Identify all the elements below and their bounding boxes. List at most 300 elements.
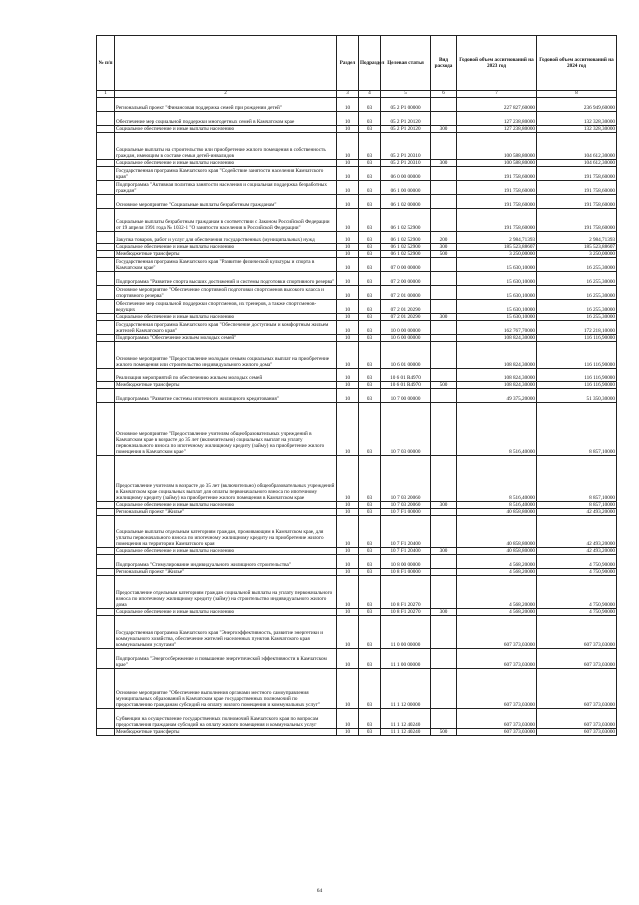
row-razdel-cell: 10 [337, 516, 359, 548]
row-podrazdel-cell: 03 [359, 569, 381, 576]
row-name-cell: Подпрограмма "Энергосбережение и повышение энергетической эффективности в Камчатском крае" [115, 649, 337, 669]
row-expense-type-cell [431, 403, 457, 456]
row-index-cell [97, 126, 115, 133]
row-amount-2023-cell: 191 758,60000 [457, 181, 537, 195]
row-expense-type-cell [431, 321, 457, 335]
row-index-cell [97, 548, 115, 555]
row-name-cell: Социальные выплаты безработным гражданам в соответствии с Законом Российской Федерации от 19 апреля 1991 года № 1032-1 "О занятости населения в Российской Федерации" [115, 209, 337, 232]
row-amount-2023-cell: 108 824,30000 [457, 382, 537, 389]
row-target-article-cell: 10 7 F1 20400 [381, 548, 431, 555]
row-expense-type-cell: 300 [431, 126, 457, 133]
row-amount-2024-cell: 3 250,00000 [537, 251, 617, 258]
row-amount-2024-cell: 191 758,60000 [537, 209, 617, 232]
row-amount-2023-cell: 15 630,10000 [457, 272, 537, 286]
table-row [97, 389, 617, 403]
row-target-article-cell: 05 2 P1 20310 [381, 133, 431, 160]
row-index-cell [97, 382, 115, 389]
row-expense-type-cell [431, 569, 457, 576]
row-amount-2024-cell: 16 255,30000 [537, 300, 617, 314]
row-amount-2024-cell: 8 857,10000 [537, 456, 617, 502]
header-index: № п/п [97, 36, 115, 91]
row-razdel-cell: 10 [337, 569, 359, 576]
row-amount-2024-cell: 2 984,71393 [537, 232, 617, 244]
table-row [97, 98, 617, 112]
row-expense-type-cell: 200 [431, 232, 457, 244]
table-row [97, 555, 617, 569]
row-amount-2024-cell: 185 523,88607 [537, 244, 617, 251]
row-target-article-cell: 11 0 00 00000 [381, 616, 431, 649]
row-podrazdel-cell: 03 [359, 729, 381, 736]
row-razdel-cell: 10 [337, 369, 359, 382]
row-expense-type-cell [431, 195, 457, 209]
row-razdel-cell: 10 [337, 160, 359, 167]
row-target-article-cell: 06 1 00 00000 [381, 181, 431, 195]
row-name-cell: Социальное обеспечение и иные выплаты населению [115, 160, 337, 167]
row-amount-2023-cell: 607 373,03000 [457, 709, 537, 729]
row-expense-type-cell [431, 709, 457, 729]
row-razdel-cell: 10 [337, 251, 359, 258]
table-row [97, 181, 617, 195]
row-name-cell: Основное мероприятие "Обеспечение выполнения органами местного самоуправления муниципальных образований в Камчатском крае государственных полномочий по предоставлению гражданам субсидий на оплату жилого помещения и коммунальных услуг" [115, 669, 337, 709]
row-index-cell [97, 232, 115, 244]
row-amount-2023-cell: 191 758,60000 [457, 195, 537, 209]
row-index-cell [97, 569, 115, 576]
row-index-cell [97, 335, 115, 342]
row-target-article-cell: 10 6 01 00000 [381, 342, 431, 369]
table-row [97, 456, 617, 502]
row-index-cell [97, 98, 115, 112]
header-year-2024: Годовой объем ассигнований на 2024 год [537, 36, 617, 91]
table-row [97, 616, 617, 649]
row-target-article-cell: 11 1 12 40240 [381, 729, 431, 736]
row-amount-2023-cell: 607 373,03000 [457, 616, 537, 649]
row-amount-2024-cell: 607 373,03000 [537, 649, 617, 669]
row-name-cell: Обеспечение мер социальной поддержки многодетных семей в Камчатском крае [115, 112, 337, 126]
row-target-article-cell: 10 7 00 00000 [381, 389, 431, 403]
row-podrazdel-cell: 03 [359, 244, 381, 251]
row-amount-2024-cell: 172 218,10000 [537, 321, 617, 335]
row-target-article-cell: 10 7 03 20060 [381, 456, 431, 502]
row-index-cell [97, 516, 115, 548]
row-amount-2023-cell: 162 767,70000 [457, 321, 537, 335]
row-amount-2023-cell: 15 630,10000 [457, 300, 537, 314]
header-target-article: Целевая статья [381, 36, 431, 91]
table-row [97, 569, 617, 576]
row-razdel-cell: 10 [337, 314, 359, 321]
row-podrazdel-cell: 03 [359, 649, 381, 669]
row-target-article-cell: 05 2 P1 00000 [381, 98, 431, 112]
row-index-cell [97, 133, 115, 160]
column-number: 6 [431, 91, 457, 98]
table-header-row [97, 36, 617, 91]
row-index-cell [97, 369, 115, 382]
row-target-article-cell: 06 1 02 00000 [381, 195, 431, 209]
table-row [97, 403, 617, 456]
row-podrazdel-cell: 03 [359, 181, 381, 195]
row-expense-type-cell: 300 [431, 244, 457, 251]
row-amount-2023-cell: 108 824,30000 [457, 369, 537, 382]
table-row [97, 258, 617, 272]
table-row [97, 112, 617, 126]
row-expense-type-cell [431, 181, 457, 195]
header-year-2023: Годовой объем ассигнований на 2023 год [457, 36, 537, 91]
row-name-cell: Межбюджетные трансферты [115, 382, 337, 389]
row-podrazdel-cell: 03 [359, 509, 381, 516]
row-expense-type-cell [431, 209, 457, 232]
row-amount-2024-cell: 16 255,30000 [537, 272, 617, 286]
row-amount-2023-cell: 15 630,10000 [457, 286, 537, 300]
row-amount-2023-cell: 4 568,20000 [457, 555, 537, 569]
row-name-cell: Социальное обеспечение и иные выплаты населению [115, 126, 337, 133]
row-target-article-cell: 10 7 F1 00000 [381, 509, 431, 516]
table-row [97, 286, 617, 300]
row-razdel-cell: 10 [337, 729, 359, 736]
row-index-cell [97, 181, 115, 195]
table-row [97, 321, 617, 335]
row-target-article-cell: 05 2 P1 20310 [381, 160, 431, 167]
row-amount-2024-cell: 116 116,90000 [537, 369, 617, 382]
row-index-cell [97, 314, 115, 321]
row-index-cell [97, 209, 115, 232]
row-amount-2024-cell: 8 857,10000 [537, 502, 617, 509]
row-name-cell: Межбюджетные трансферты [115, 251, 337, 258]
row-index-cell [97, 389, 115, 403]
row-podrazdel-cell: 03 [359, 98, 381, 112]
row-expense-type-cell [431, 98, 457, 112]
row-target-article-cell: 07 2 01 20290 [381, 300, 431, 314]
row-amount-2023-cell: 108 824,30000 [457, 342, 537, 369]
row-amount-2023-cell: 15 630,10000 [457, 314, 537, 321]
row-target-article-cell: 07 2 00 00000 [381, 272, 431, 286]
row-amount-2023-cell: 8 516,40000 [457, 403, 537, 456]
row-name-cell: Закупка товаров, работ и услуг для обеспечения государственных (муниципальных) нужд [115, 232, 337, 244]
row-amount-2023-cell: 8 516,40000 [457, 456, 537, 502]
row-razdel-cell: 10 [337, 335, 359, 342]
row-amount-2024-cell: 104 612,30000 [537, 160, 617, 167]
table-row [97, 649, 617, 669]
row-expense-type-cell [431, 258, 457, 272]
row-expense-type-cell [431, 369, 457, 382]
row-target-article-cell: 11 1 00 00000 [381, 649, 431, 669]
row-razdel-cell: 10 [337, 258, 359, 272]
column-number: 3 [337, 91, 359, 98]
row-podrazdel-cell: 03 [359, 251, 381, 258]
row-amount-2023-cell: 191 758,60000 [457, 167, 537, 181]
row-podrazdel-cell: 03 [359, 576, 381, 609]
row-name-cell: Социальные выплаты отдельным категориям граждан, проживающим в Камчатском крае, для уплаты первоначального взноса по ипотечному жилищному кредиту на приобретение жилого помещения на территории Камчатского края [115, 516, 337, 548]
row-name-cell: Подпрограмма "Активная политика занятости населения и социальная поддержка безработных граждан" [115, 181, 337, 195]
row-podrazdel-cell: 03 [359, 456, 381, 502]
row-expense-type-cell: 500 [431, 729, 457, 736]
table-row [97, 160, 617, 167]
row-amount-2023-cell: 4 568,20000 [457, 569, 537, 576]
row-amount-2023-cell: 108 824,30000 [457, 335, 537, 342]
row-amount-2024-cell: 16 255,30000 [537, 314, 617, 321]
row-razdel-cell: 10 [337, 649, 359, 669]
row-podrazdel-cell: 03 [359, 335, 381, 342]
row-expense-type-cell [431, 133, 457, 160]
row-name-cell: Основное мероприятие "Предоставление учителям общеобразовательных учреждений в Камчатском крае в возрасте до 35 лет (включительно) социальных выплат на уплату первоначального взноса по ипотечному жилищному кредиту (займу) на приобретение жилого помещения в Камчатском крае" [115, 403, 337, 456]
row-razdel-cell: 10 [337, 300, 359, 314]
row-target-article-cell: 10 7 03 00000 [381, 403, 431, 456]
budget-table [96, 35, 617, 736]
row-target-article-cell: 06 1 02 52900 [381, 244, 431, 251]
row-expense-type-cell: 300 [431, 609, 457, 616]
row-amount-2023-cell: 227 827,60000 [457, 98, 537, 112]
row-razdel-cell: 10 [337, 616, 359, 649]
row-amount-2024-cell: 132 328,30000 [537, 112, 617, 126]
row-target-article-cell: 10 6 00 00000 [381, 335, 431, 342]
row-target-article-cell: 11 1 12 00000 [381, 669, 431, 709]
row-amount-2024-cell: 116 116,90000 [537, 382, 617, 389]
row-index-cell [97, 112, 115, 126]
row-amount-2024-cell: 42 493,20000 [537, 509, 617, 516]
row-podrazdel-cell: 03 [359, 300, 381, 314]
row-podrazdel-cell: 03 [359, 403, 381, 456]
row-razdel-cell: 10 [337, 709, 359, 729]
table-row [97, 382, 617, 389]
row-razdel-cell: 10 [337, 195, 359, 209]
row-index-cell [97, 160, 115, 167]
table-row [97, 244, 617, 251]
row-target-article-cell: 11 1 12 40240 [381, 709, 431, 729]
row-expense-type-cell [431, 335, 457, 342]
row-podrazdel-cell: 03 [359, 286, 381, 300]
row-amount-2023-cell: 40 858,80000 [457, 516, 537, 548]
row-amount-2023-cell: 607 373,03000 [457, 649, 537, 669]
row-index-cell [97, 669, 115, 709]
row-expense-type-cell [431, 389, 457, 403]
row-index-cell [97, 649, 115, 669]
row-amount-2023-cell: 100 588,80000 [457, 133, 537, 160]
table-row [97, 669, 617, 709]
row-podrazdel-cell: 03 [359, 555, 381, 569]
page-number: 64 [316, 888, 323, 894]
table-row [97, 167, 617, 181]
row-expense-type-cell [431, 649, 457, 669]
row-amount-2024-cell: 104 612,30000 [537, 133, 617, 160]
row-amount-2024-cell: 4 750,90000 [537, 569, 617, 576]
row-target-article-cell: 07 0 00 00000 [381, 258, 431, 272]
row-index-cell [97, 300, 115, 314]
row-amount-2024-cell: 116 116,90000 [537, 342, 617, 369]
row-target-article-cell: 10 0 00 00000 [381, 321, 431, 335]
row-name-cell: Социальное обеспечение и иные выплаты населению [115, 609, 337, 616]
table-row [97, 314, 617, 321]
header-podrazdel: Подраздел [359, 36, 381, 91]
table-row [97, 209, 617, 232]
row-target-article-cell: 06 1 02 52900 [381, 209, 431, 232]
row-razdel-cell: 10 [337, 209, 359, 232]
row-podrazdel-cell: 03 [359, 209, 381, 232]
row-expense-type-cell [431, 616, 457, 649]
row-index-cell [97, 195, 115, 209]
row-podrazdel-cell: 03 [359, 167, 381, 181]
row-index-cell [97, 272, 115, 286]
column-number: 2 [115, 91, 337, 98]
row-amount-2023-cell: 607 373,03000 [457, 729, 537, 736]
row-name-cell: Государственная программа Камчатского края "Обеспечение доступным и комфортным жильем жителей Камчатского края" [115, 321, 337, 335]
table-row [97, 251, 617, 258]
row-amount-2023-cell: 15 630,10000 [457, 258, 537, 272]
row-podrazdel-cell: 03 [359, 342, 381, 369]
row-podrazdel-cell: 03 [359, 616, 381, 649]
row-index-cell [97, 609, 115, 616]
row-expense-type-cell [431, 669, 457, 709]
table-row [97, 342, 617, 369]
row-amount-2024-cell: 191 758,60000 [537, 195, 617, 209]
row-razdel-cell: 10 [337, 126, 359, 133]
row-razdel-cell: 10 [337, 342, 359, 369]
row-amount-2023-cell: 8 516,40000 [457, 502, 537, 509]
row-index-cell [97, 321, 115, 335]
row-name-cell: Социальное обеспечение и иные выплаты населению [115, 502, 337, 509]
row-podrazdel-cell: 03 [359, 126, 381, 133]
row-name-cell: Субвенции на осуществление государственных полномочий Камчатского края по вопросам предоставления гражданам субсидий на оплату жилого помещения и коммунальных услуг [115, 709, 337, 729]
row-index-cell [97, 251, 115, 258]
row-razdel-cell: 10 [337, 555, 359, 569]
table-row [97, 516, 617, 548]
row-podrazdel-cell: 03 [359, 258, 381, 272]
document-page [96, 35, 616, 736]
row-amount-2024-cell: 4 750,90000 [537, 576, 617, 609]
row-index-cell [97, 342, 115, 369]
row-name-cell: Предоставление учителям в возрасте до 35 лет (включительно) общеобразовательных учреждений в Камчатском крае социальных выплат для оплаты первоначального взноса по ипотечному жилищному кредиту (займу) на приобретение жилого помещения в Камчатском крае [115, 456, 337, 502]
row-index-cell [97, 456, 115, 502]
row-name-cell: Реализация мероприятий по обеспечению жильем молодых семей [115, 369, 337, 382]
row-amount-2024-cell: 116 116,90000 [537, 335, 617, 342]
row-expense-type-cell [431, 167, 457, 181]
row-name-cell: Обеспечение мер социальной поддержки спортсменов, их тренеров, а также спортсменов-ведущих [115, 300, 337, 314]
row-target-article-cell: 06 1 02 52900 [381, 251, 431, 258]
table-row [97, 232, 617, 244]
row-name-cell: Основное мероприятие "Социальные выплаты безработным гражданам" [115, 195, 337, 209]
row-name-cell: Социальное обеспечение и иные выплаты населению [115, 548, 337, 555]
row-amount-2024-cell: 16 255,30000 [537, 258, 617, 272]
row-name-cell: Подпрограмма "Стимулирование индивидуального жилищного строительства" [115, 555, 337, 569]
row-target-article-cell: 10 6 01 R4970 [381, 382, 431, 389]
row-podrazdel-cell: 03 [359, 609, 381, 616]
row-razdel-cell: 10 [337, 181, 359, 195]
row-podrazdel-cell: 03 [359, 709, 381, 729]
row-index-cell [97, 167, 115, 181]
row-podrazdel-cell: 03 [359, 112, 381, 126]
row-podrazdel-cell: 03 [359, 389, 381, 403]
row-target-article-cell: 10 8 00 00000 [381, 555, 431, 569]
row-razdel-cell: 10 [337, 167, 359, 181]
row-amount-2023-cell: 191 758,60000 [457, 209, 537, 232]
column-number: 5 [381, 91, 431, 98]
row-podrazdel-cell: 03 [359, 669, 381, 709]
header-expense-type: Вид расхода [431, 36, 457, 91]
row-razdel-cell: 10 [337, 609, 359, 616]
row-amount-2024-cell: 42 493,20000 [537, 548, 617, 555]
row-target-article-cell: 10 8 F1 20270 [381, 609, 431, 616]
row-amount-2023-cell: 607 373,03000 [457, 669, 537, 709]
row-index-cell [97, 403, 115, 456]
row-target-article-cell: 10 8 F1 00000 [381, 569, 431, 576]
row-podrazdel-cell: 03 [359, 516, 381, 548]
row-podrazdel-cell: 03 [359, 133, 381, 160]
row-name-cell: Региональный проект "Жилье" [115, 569, 337, 576]
row-amount-2024-cell: 191 758,60000 [537, 181, 617, 195]
row-amount-2024-cell: 607 373,03000 [537, 616, 617, 649]
row-name-cell: Социальные выплаты на строительство или приобретение жилого помещения в собственность граждан, имеющим в составе семьи детей-инвалидов [115, 133, 337, 160]
row-expense-type-cell: 300 [431, 160, 457, 167]
table-row [97, 272, 617, 286]
row-target-article-cell: 06 1 02 52900 [381, 232, 431, 244]
row-amount-2024-cell: 132 328,30000 [537, 126, 617, 133]
row-name-cell: Основное мероприятие "Обеспечение спортивной подготовки спортсменов высокого класса и спортивного резерва" [115, 286, 337, 300]
table-row [97, 126, 617, 133]
row-name-cell: Подпрограмма "Развитие системы ипотечного жилищного кредитования" [115, 389, 337, 403]
row-name-cell: Социальное обеспечение и иные выплаты населению [115, 314, 337, 321]
row-index-cell [97, 258, 115, 272]
row-target-article-cell: 05 2 P1 20120 [381, 126, 431, 133]
row-name-cell: Государственная программа Камчатского края "Содействие занятости населения Камчатского края" [115, 167, 337, 181]
row-expense-type-cell: 500 [431, 382, 457, 389]
row-amount-2024-cell: 42 493,20000 [537, 516, 617, 548]
row-amount-2023-cell: 2 984,71393 [457, 232, 537, 244]
row-podrazdel-cell: 03 [359, 548, 381, 555]
row-expense-type-cell: 300 [431, 548, 457, 555]
row-amount-2024-cell: 4 750,90000 [537, 609, 617, 616]
row-razdel-cell: 10 [337, 669, 359, 709]
row-index-cell [97, 286, 115, 300]
row-name-cell: Подпрограмма "Развитие спорта высших достижений и системы подготовки спортивного резерва" [115, 272, 337, 286]
row-razdel-cell: 10 [337, 98, 359, 112]
row-amount-2023-cell: 185 523,88607 [457, 244, 537, 251]
row-target-article-cell: 07 2 01 00000 [381, 286, 431, 300]
row-amount-2023-cell: 127 238,80000 [457, 112, 537, 126]
row-index-cell [97, 616, 115, 649]
row-name-cell: Подпрограмма "Обеспечение жильем молодых семей" [115, 335, 337, 342]
row-razdel-cell: 10 [337, 321, 359, 335]
row-amount-2024-cell: 607 373,03000 [537, 709, 617, 729]
table-row [97, 509, 617, 516]
row-name-cell: Межбюджетные трансферты [115, 729, 337, 736]
table-body [97, 98, 617, 736]
row-index-cell [97, 555, 115, 569]
row-podrazdel-cell: 03 [359, 232, 381, 244]
row-amount-2023-cell: 3 250,00000 [457, 251, 537, 258]
row-name-cell: Предоставление отдельным категориям граждан социальной выплаты на уплату первоначального взноса по ипотечному жилищному кредиту (займу) на строительство индивидуального жилого дома [115, 576, 337, 609]
column-numbering-row [97, 91, 617, 98]
row-podrazdel-cell: 03 [359, 382, 381, 389]
table-row [97, 300, 617, 314]
column-number: 8 [537, 91, 617, 98]
row-razdel-cell: 10 [337, 272, 359, 286]
column-number: 7 [457, 91, 537, 98]
row-amount-2024-cell: 236 949,60000 [537, 98, 617, 112]
row-expense-type-cell [431, 555, 457, 569]
row-amount-2024-cell: 51 350,30000 [537, 389, 617, 403]
row-target-article-cell: 10 6 01 R4970 [381, 369, 431, 382]
row-razdel-cell: 10 [337, 576, 359, 609]
row-index-cell [97, 729, 115, 736]
row-amount-2023-cell: 4 568,20000 [457, 576, 537, 609]
row-razdel-cell: 10 [337, 112, 359, 126]
row-podrazdel-cell: 03 [359, 160, 381, 167]
row-amount-2023-cell: 127 238,80000 [457, 126, 537, 133]
table-row [97, 548, 617, 555]
row-razdel-cell: 10 [337, 502, 359, 509]
row-razdel-cell: 10 [337, 286, 359, 300]
row-expense-type-cell [431, 456, 457, 502]
row-expense-type-cell [431, 342, 457, 369]
row-index-cell [97, 502, 115, 509]
row-name-cell: Государственная программа Камчатского края "Развитие физической культуры и спорта в Камчатском крае" [115, 258, 337, 272]
